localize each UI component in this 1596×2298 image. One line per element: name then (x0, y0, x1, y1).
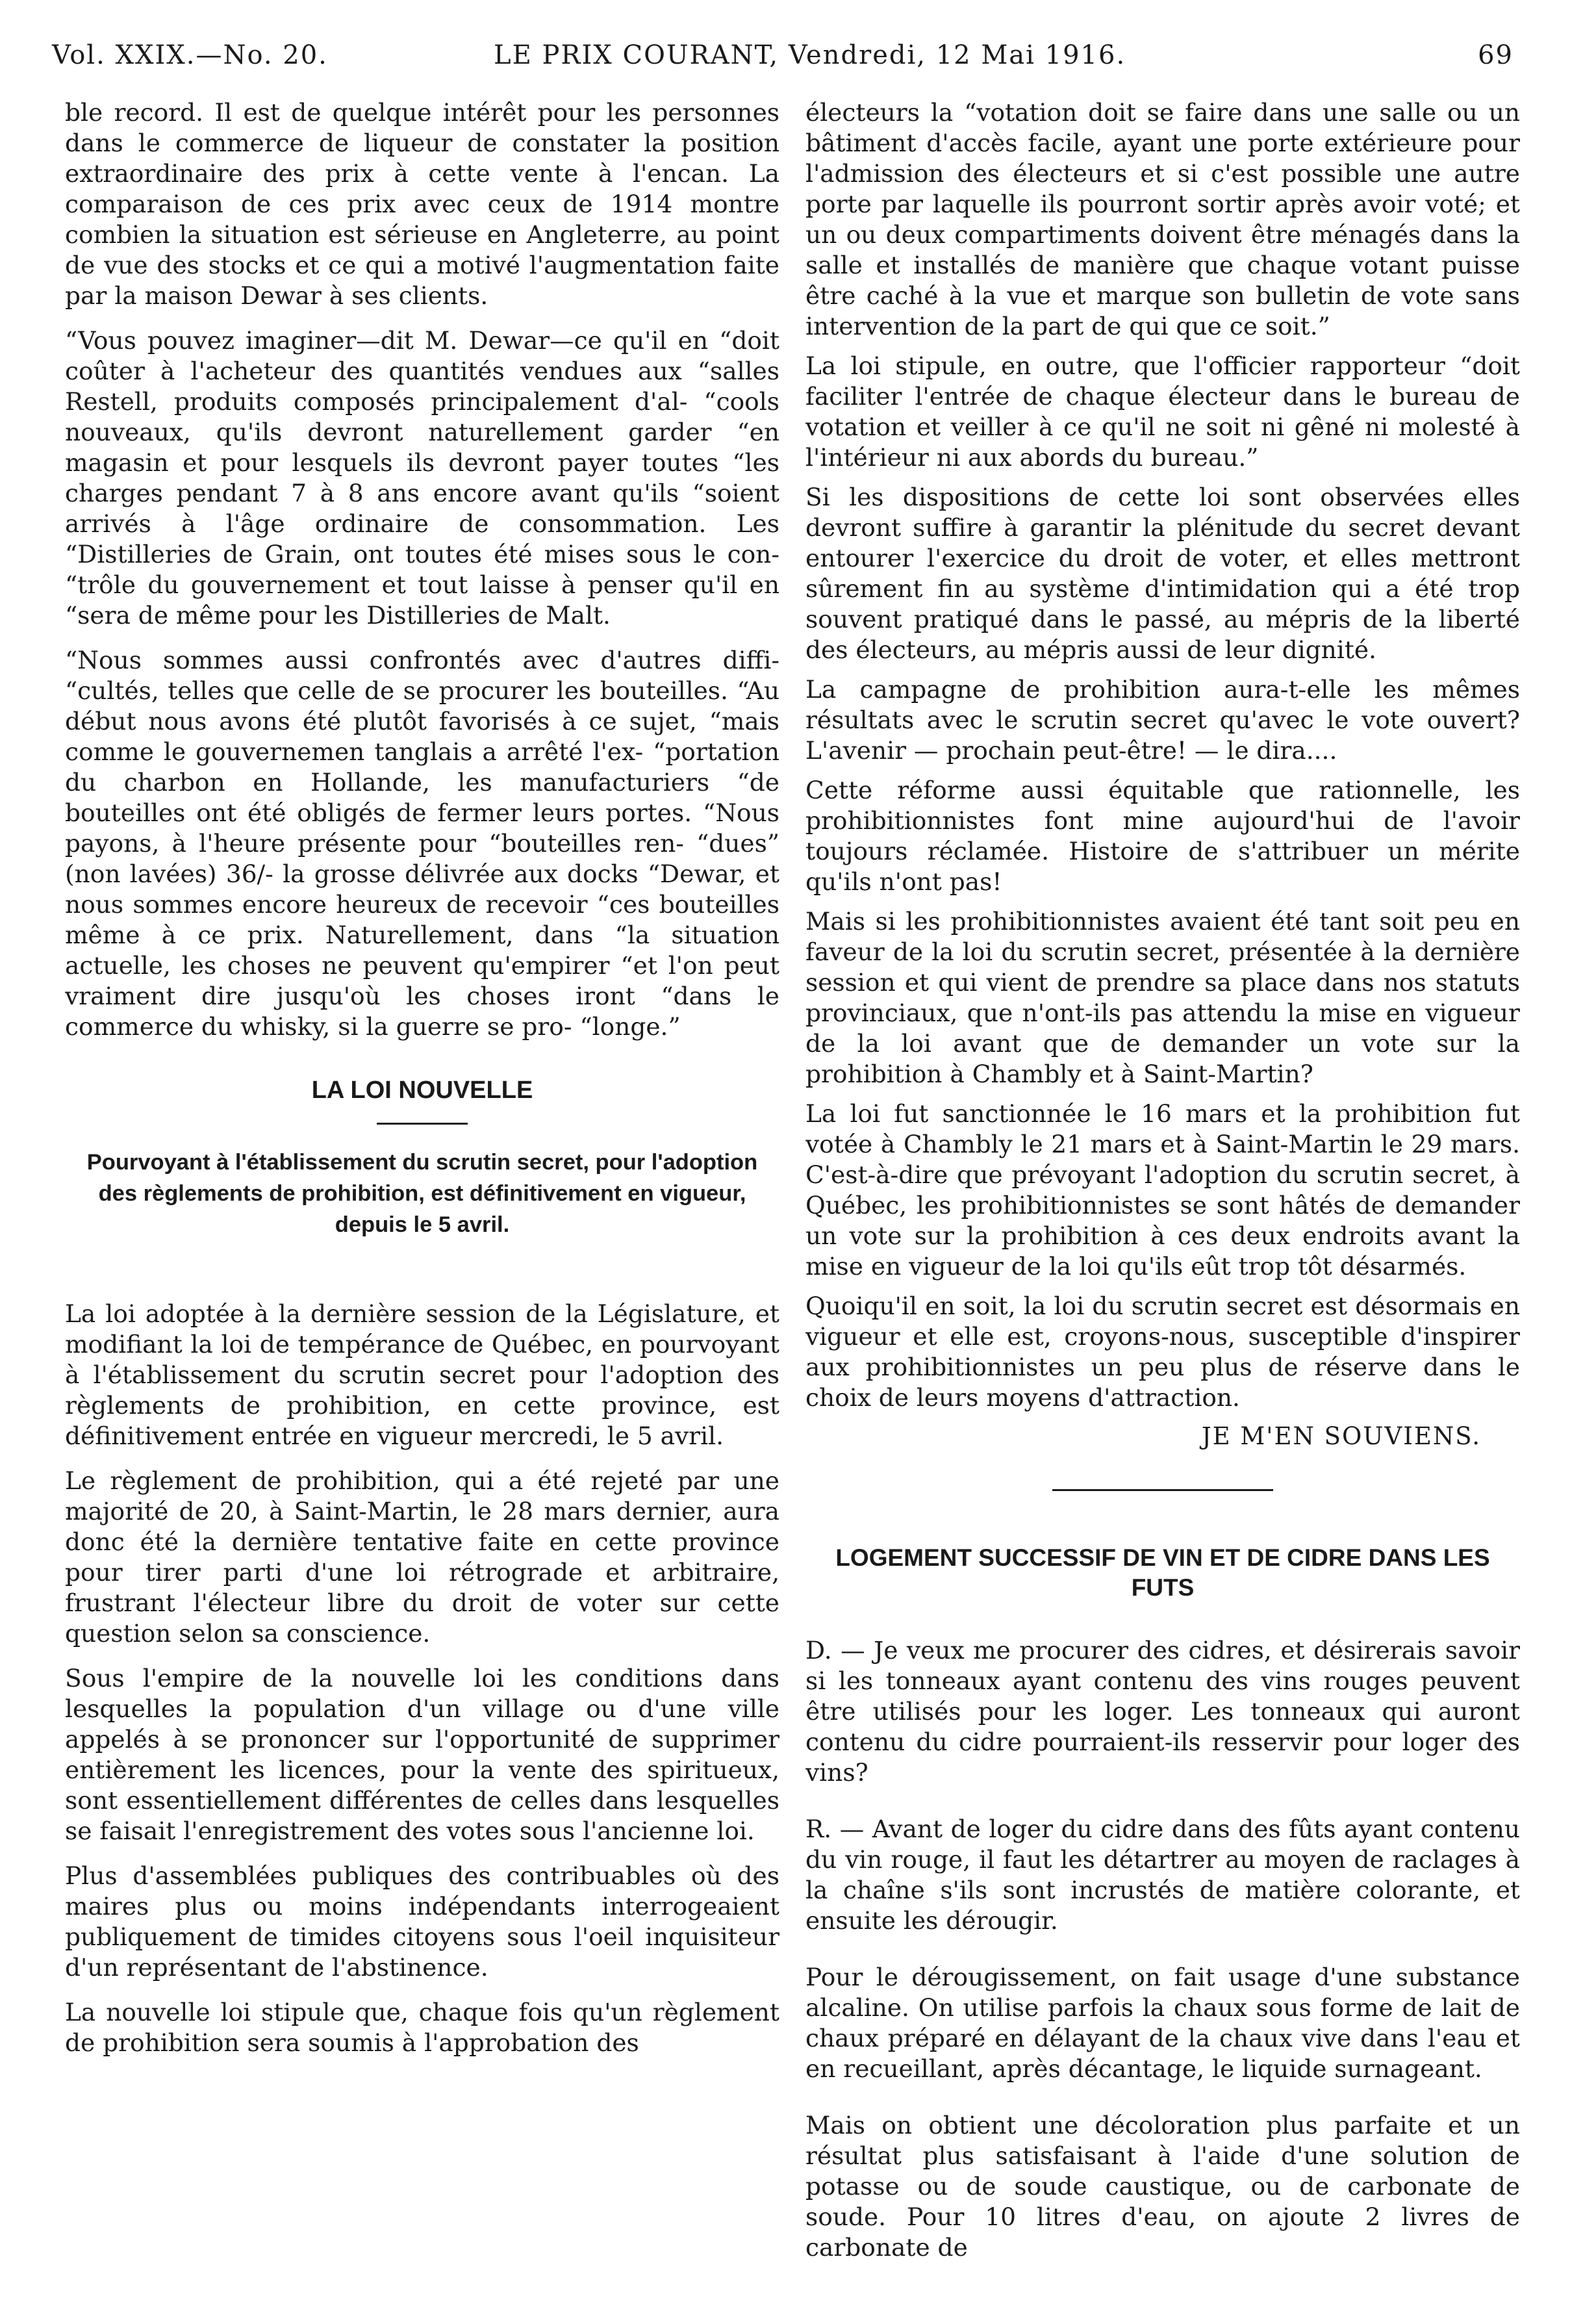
intro-paragraph: ble record. Il est de quelque intérêt pour les personnes dans le commerce de liqueur de constater la position extraordinaire des prix à cette vente à l'encan. La comparaison de ces prix avec ceux de 1914 montre combien la situation est sérieuse en Angleterre, au point de vue des stocks et ce qui a motivé l'augmentation faite par la maison Dewar à ses clients. (65, 98, 779, 310)
section-heading-logement: LOGEMENT SUCCESSIF DE VIN ET DE CIDRE DANS LES FUTS (835, 1544, 1490, 1601)
article-paragraph: Quoiqu'il en soit, la loi du scrutin secret est désormais en vigueur et elle est, croyons-nous, susceptible d'inspirer aux prohibitionnistes un peu plus de réserve dans le choix de leurs moyens d'attraction. (805, 1292, 1520, 1412)
divider-rule (377, 1123, 468, 1125)
article-paragraph: La loi stipule, en outre, que l'officier rapporteur “doit faciliter l'entrée de chaque électeur dans le bureau de votation et veiller à ce qu'il ne soit ni gêné ni molesté à l'intérieur ni aux abords du bureau.” (805, 351, 1520, 472)
left-column (65, 97, 779, 2287)
article-paragraph: La loi fut sanctionnée le 16 mars et la prohibition fut votée à Chambly le 21 mars et à Saint-Martin le 29 mars. C'est-à-dire que prévoyant l'adoption du scrutin secret, à Québec, les prohibitionnistes se sont hâtés de demander un vote sur la prohibition à ces deux endroits avant la mise en vigueur de la loi qu'ils eût trop tôt désarmés. (805, 1099, 1520, 1281)
dewar-quote-paragraph: “Vous pouvez imaginer—dit M. Dewar—ce qu'il en “doit coûter à l'acheteur des quantités vendues aux “salles Restell, produits composés principalement d'al- “cools nouveaux, qu'ils devront naturellement garder “en magasin et pour lesquels ils devront payer toutes “les charges pendant 7 à 8 ans encore avant qu'ils “soient arrivés à l'âge ordinaire de consommation. Les “Distilleries de Grain, ont toutes été mises sous le con- “trôle du gouvernement et tout laisse à penser qu'il en “sera de même pour les Distilleries de Malt. (65, 326, 779, 630)
page-number: 69 (1478, 40, 1514, 70)
question-paragraph: D. — Je veux me procurer des cidres, et désirerais savoir si les tonneaux ayant contenu des vins rouges peuvent être utilisés pour les loger. Les tonneaux qui auront contenu du cidre pourraient-ils resservir pour loger des vins? (805, 1636, 1520, 1787)
divider-rule (1052, 1489, 1273, 1491)
section-heading-loi-nouvelle: LA LOI NOUVELLE (311, 1077, 533, 1104)
running-head (52, 40, 1514, 79)
answer-paragraph: R. — Avant de loger du cidre dans des fûts ayant contenu du vin rouge, il faut les détartrer au moyen de raclages à la chaîne s'ils sont incrustés de matière colorante, et ensuite les dérougir. (805, 1815, 1520, 1935)
article-paragraph: électeurs la “votation doit se faire dans une salle ou un bâtiment d'accès facile, ayant une porte extérieure pour l'admission des électeurs et si c'est possible une autre porte par laquelle ils pourront sortir après avoir voté; et un ou deux compartiments doivent être ménagés dans la salle et installés de manière que chaque votant puisse être caché à la vue et marque son bulletin de vote sans intervention de la part de qui que ce soit.” (805, 98, 1520, 340)
article-paragraph: Plus d'assemblées publiques des contribuables où des maires plus ou moins indépendants interrogeaient publiquement de timides citoyens sous l'oeil inquisiteur d'un représentant de l'abstinence. (65, 1861, 779, 1982)
right-column (805, 97, 1520, 2287)
article-paragraph: Si les dispositions de cette loi sont observées elles devront suffire à garantir la plénitude du secret devant entourer l'exercice du droit de voter, et elles mettront sûrement fin au système d'intimidation qui a été trop souvent pratiqué dans le passé, au mépris de la liberté des électeurs, au mépris aussi de leur dignité. (805, 483, 1520, 664)
answer-paragraph: Mais on obtient une décoloration plus parfaite et un résultat plus satisfaisant à l'aide d'une solution de potasse ou de soude caustique, ou de carbonate de soude. Pour 10 litres d'eau, on ajoute 2 livres de carbonate de (805, 2111, 1520, 2262)
dewar-quote-paragraph: “Nous sommes aussi confrontés avec d'autres diffi- “cultés, telles que celle de se procurer les bouteilles. “Au début nous avons été plutôt favorisés à ce sujet, “mais comme le gouvernemen tanglais a arrêté l'ex- “portation du charbon en Hollande, les manufacturiers “de bouteilles ont été obligés de fermer leurs portes. “Nous payons, à l'heure présente pour “bouteilles ren- “dues” (non lavées) 36/- la grosse délivrée aux docks “Dewar, et nous sommes encore heureux de recevoir “ces bouteilles même à ce prix. Naturellement, dans “la situation actuelle, les choses ne peuvent qu'empirer “et l'on peut vraiment dire jusqu'où les choses iront “dans le commerce du whisky, si la guerre se pro- “longe.” (65, 646, 779, 1041)
section-subheading: Pourvoyant à l'établissement du scrutin secret, pour l'adoption des règlements de prohibition, est définitivement en vigueur, depuis le 5 avril. (86, 1150, 758, 1237)
article-paragraph: La nouvelle loi stipule que, chaque fois qu'un règlement de prohibition sera soumis à l'approbation des (65, 1998, 779, 2057)
article-paragraph: La campagne de prohibition aura-t-elle les mêmes résultats avec le scrutin secret qu'avec le vote ouvert? L'avenir — prochain peut-être! — le dira.... (805, 675, 1520, 765)
publication-title: LE PRIX COURANT, Vendredi, 12 Mai 1916. (494, 40, 1126, 70)
article-paragraph: Mais si les prohibitionnistes avaient été tant soit peu en faveur de la loi du scrutin secret, présentée à la dernière session et qui vient de prendre sa place dans nos statuts provinciaux, que n'ont-ils pas attendu la mise en vigueur de la loi avant que de demander un vote sur la prohibition à Chambly et à Saint-Martin? (805, 907, 1520, 1088)
article-paragraph: Cette réforme aussi équitable que rationnelle, les prohibitionnistes font mine aujourd'hui de l'avoir toujours réclamée. Histoire de s'attribuer un mérite qu'ils n'ont pas! (805, 776, 1520, 896)
article-paragraph: Le règlement de prohibition, qui a été rejeté par une majorité de 20, à Saint-Martin, le 28 mars dernier, aura donc été la dernière tentative faite en cette province pour tirer parti d'une loi rétrograde et arbitraire, frustrant l'électeur libre du droit de voter sur cette question selon sa conscience. (65, 1466, 779, 1648)
article-paragraph: Sous l'empire de la nouvelle loi les conditions dans lesquelles la population d'un village ou d'une ville appelés à se prononcer sur l'opportunité de supprimer entièrement les licences, pour la vente des spiritueux, sont essentiellement différentes de celles dans lesquelles se faisait l'enregistrement des votes sous l'ancienne loi. (65, 1664, 779, 1845)
article-signature: JE M'EN SOUVIENS. (1201, 1422, 1481, 1450)
article-paragraph: La loi adoptée à la dernière session de la Législature, et modifiant la loi de tempérance de Québec, en pourvoyant à l'établissement du scrutin secret pour l'adoption des règlements de prohibition, en cette province, est définitivement entrée en vigueur mercredi, le 5 avril. (65, 1299, 779, 1450)
volume-number: Vol. XXIX.—No. 20. (52, 40, 328, 70)
answer-paragraph: Pour le dérougissement, on fait usage d'une substance alcaline. On utilise parfois la chaux sous forme de lait de chaux préparé en délayant de la chaux vive dans l'eau et en recueillant, après décantage, le liquide surnageant. (805, 1963, 1520, 2083)
